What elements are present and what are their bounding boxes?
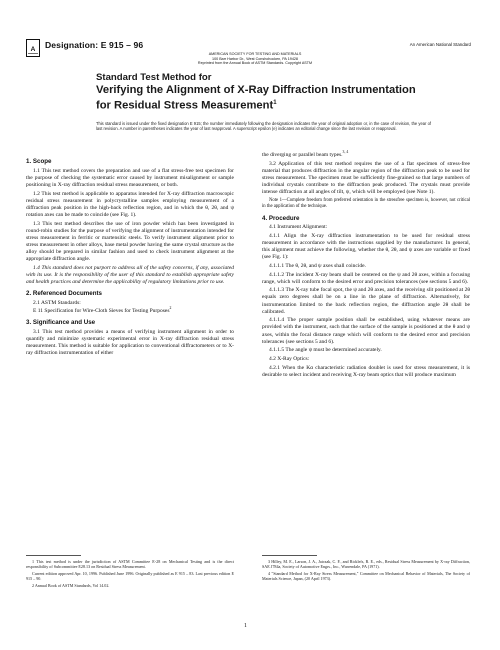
paragraph-text: the diverging or parallel beam types.	[262, 152, 343, 158]
publisher-line: Reprinted from the Annual Book of ASTM Standards. Copyright ASTM	[197, 61, 313, 66]
astm-logo-icon	[26, 39, 40, 57]
footnote-mark: 2	[169, 306, 172, 311]
document-title	[96, 72, 426, 112]
paragraph: 1.3 This test method describes the use of iron powder which has been investigated in round-robin studies for the purpose of verifying the alignment of instrumentation intended for stress measurement in ferritic or martensitic steels. To verify instrument alignment prior to stress measurement in other alloys, base metal powder having the same crystal structure as the alloy should be prepared in similar fashion and used to check instrument alignment at the appropriate diffraction angle.	[26, 220, 234, 262]
section-heading: 3. Significance and Use	[26, 319, 96, 327]
paragraph: 4.1 Instrument Alignment:	[269, 224, 328, 231]
paragraph: 1.4 This standard does not purport to address all of the safety concerns, if any, associated with its use. It is the responsibility of the user of this standard to establish appropriate safety and health practices and determine the applicability of regulatory limitations prior to use.	[26, 264, 234, 285]
paragraph: 2.1 ASTM Standards:	[33, 299, 81, 306]
footnote-divider	[26, 555, 81, 556]
standard-notice: This standard is issued under the fixed designation E 915; the number immediately following the designation indicates the year of original adoption or, in the case of revision, the year of last revision. A number in parentheses indicates the year of last reapproval. A superscript epsilon (e) indicates an editorial change since the last revision or reapproval.	[96, 121, 431, 132]
footnotes-left	[26, 559, 234, 589]
publisher-line: AMERICAN SOCIETY FOR TESTING AND MATERIALS	[208, 52, 302, 56]
footnotes-right	[262, 559, 470, 583]
title-footnote-mark: 1	[273, 99, 277, 106]
title-line	[96, 97, 426, 112]
section-heading: 4. Procedure	[262, 214, 300, 222]
left-column	[26, 154, 234, 359]
ans-label: An American National Standard	[409, 42, 471, 47]
paragraph: 1.1 This test method covers the preparation and use of a flat stress-free test specimen for the purpose of checking the systematic error caused by instrument misalignment or sample positioning in X-ray diffraction residual stress measurement, or both.	[26, 167, 234, 188]
paragraph: 4.2.1 When the Kα characteristic radiation doublet is used for stress measurement, it is desirable to select incident and receiving X-ray beam optics that will produce maximum	[262, 364, 470, 378]
note: Note 1—Complete freedom from preferred orientation in the stressfree specimen is, however, not critical in the application of the technique.	[262, 198, 470, 210]
title-line: Standard Test Method for	[96, 72, 212, 83]
reference-text: E 11 Specification for Wire-Cloth Sieves for Testing Purposes	[33, 308, 170, 315]
svg-text:A: A	[30, 46, 36, 53]
paragraph	[262, 152, 470, 159]
section-heading: 1. Scope	[26, 158, 52, 165]
page-number: 1	[244, 623, 247, 629]
footnote: 2 Annual Book of ASTM Standards, Vol 14.02.	[32, 582, 110, 588]
right-column	[262, 152, 470, 380]
title-line-text: for Residual Stress Measurement	[96, 99, 274, 112]
footnote-divider	[262, 555, 317, 556]
paragraph: 4.1.1.3 The X-ray tube focal spot, the ψ and 2θ axes, and the receiving slit positioned at 2θ equals zero degrees shall be on a line in the plane of diffraction. Alternatively, for instrumentation limited to the back reflection region, the diffraction angle 2θ shall be calibrated.	[262, 287, 470, 315]
paragraph: 4.1.1 Align the X-ray diffraction instrumentation to be used for residual stress measurement in accordance with the instructions supplied by the manufacturer. In general, this alignment must achieve the following, whether the θ, 2θ, and ψ axes are variable or fixed (see Fig. 1):	[262, 232, 470, 261]
paragraph: 3.1 This test method provides a means of verifying instrument alignment in order to quantify and minimize systematic experimental error in X-ray diffraction residual stress measurement. This method is suitable for application to conventional diffractometers or to X-ray diffraction instrumentation of either	[26, 329, 234, 357]
title-line: Verifying the Alignment of X-Ray Diffraction Instrumentation	[96, 84, 416, 96]
paragraph: 1.2 This test method is applicable to apparatus intended for X-ray diffraction macroscopic residual stress measurement in polycrystalline samples employing measurement of a diffraction peak position in the high-back reflection region, and in which the θ, 2θ, and ψ rotation axes can be made to coincide (see Fig. 1).	[26, 190, 234, 218]
paragraph: 4.2 X-Ray Optics:	[269, 356, 310, 362]
paragraph: 4.1.1.1 The θ, 2θ, and ψ axes shall coincide.	[269, 262, 366, 269]
footnote-mark: 3, 4	[342, 150, 349, 155]
publisher-line: 100 Barr Harbor Dr., West Conshohocken, PA 19428	[212, 56, 298, 61]
paragraph: 3.2 Application of this test method requires the use of a flat specimen of stress-free material that produces diffraction in the angular region of the diffraction peak to be used for stress measurement. The specimen must be sufficiently fine-grained so that large numbers of individual crystals contribute to the diffraction peak produced. The crystals must provide intense diffraction at all angles of tilt, ψ, which will be employed (see Note 1).	[262, 160, 470, 196]
paragraph: 4.1.1.4 The proper sample position shall be established, using whatever means are provided with the instrument, such that the surface of the sample is positioned at the θ and ψ axes, within the focal distance range which will conform to the desired error and precision tolerances (see sections 5 and 6).	[262, 317, 470, 345]
paragraph: 4.1.1.2 The incident X-ray beam shall be centered on the ψ and 2θ axes, within a focusing range, which will conform to the desired error and precision tolerances (see sections 5 and 6).	[262, 271, 470, 285]
reference-entry	[26, 308, 234, 315]
paragraph: 4.1.1.5 The angle ψ must be determined accurately.	[269, 347, 382, 354]
footnote: 4 "Standard Method for X-Ray Stress Measurement," Committee on Mechanical Behavior of Materials, The Society of Materials Science, Japan, (20 April 1973).	[262, 570, 470, 582]
designation: Designation: E 915 – 96	[45, 40, 144, 50]
footnote: 3 Hilley, M. E., Larson, J. A., Jatczak, C. F., and Ricklefs, R. E., eds., Residual Stress Measurement by X-ray Diffraction, SAE J784a, Society of Automotive Engrs., Inc., Warrendale, PA (1971).	[262, 559, 470, 570]
footnote: 1 This test method is under the jurisdiction of ASTM Committee E-28 on Mechanical Testing and is the direct responsibility of Subcommittee E28.13 on Residual Stress Measurement.	[26, 559, 234, 570]
footnote: Current edition approved Apr. 10, 1996. Published June 1996. Originally published as E 915 – 83. Last previous edition E 915 – 90.	[26, 570, 234, 582]
section-heading: 2. Referenced Documents	[26, 289, 102, 297]
